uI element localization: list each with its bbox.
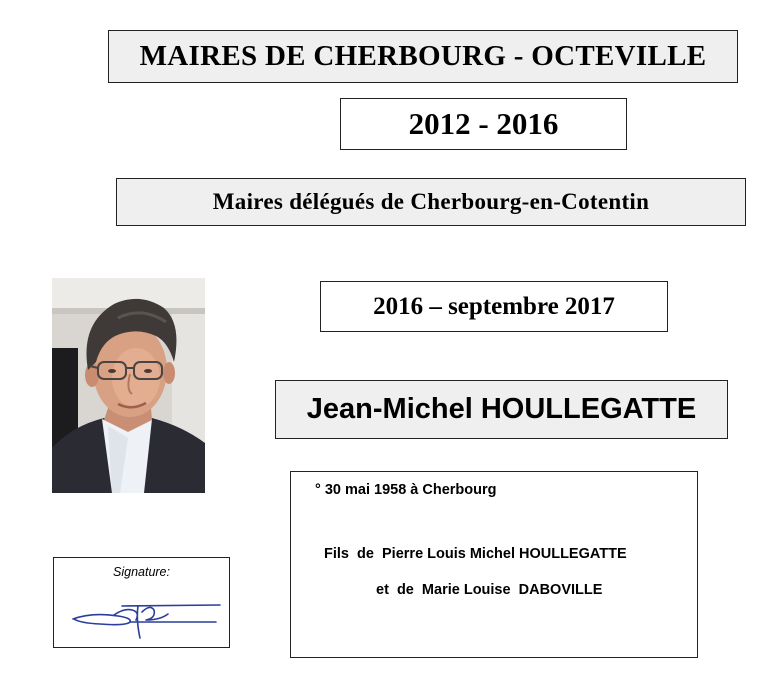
delegate-period-text: 2016 – septembre 2017 <box>373 292 615 320</box>
mayor-name-text: Jean-Michel HOULLEGATTE <box>306 393 697 425</box>
signature-image <box>70 598 222 644</box>
father-info: Fils de Pierre Louis Michel HOULLEGATTE <box>324 546 627 562</box>
page-title-text: MAIRES DE CHERBOURG - OCTEVILLE <box>139 40 707 72</box>
mayor-name <box>275 380 728 439</box>
signature-label: Signature: <box>113 565 170 579</box>
birth-info: ° 30 mai 1958 à Cherbourg <box>315 482 497 498</box>
delegate-period <box>320 281 668 332</box>
portrait-photo <box>52 278 205 493</box>
mother-info: et de Marie Louise DABOVILLE <box>376 582 603 598</box>
delegates-heading-text: Maires délégués de Cherbourg-en-Cotentin <box>212 189 650 214</box>
term-years <box>340 98 627 150</box>
biography-box <box>290 471 698 658</box>
delegates-heading <box>116 178 746 226</box>
signature-box <box>53 557 230 648</box>
page-title <box>108 30 738 83</box>
portrait-image <box>52 278 205 493</box>
term-years-text: 2012 - 2016 <box>408 106 559 141</box>
